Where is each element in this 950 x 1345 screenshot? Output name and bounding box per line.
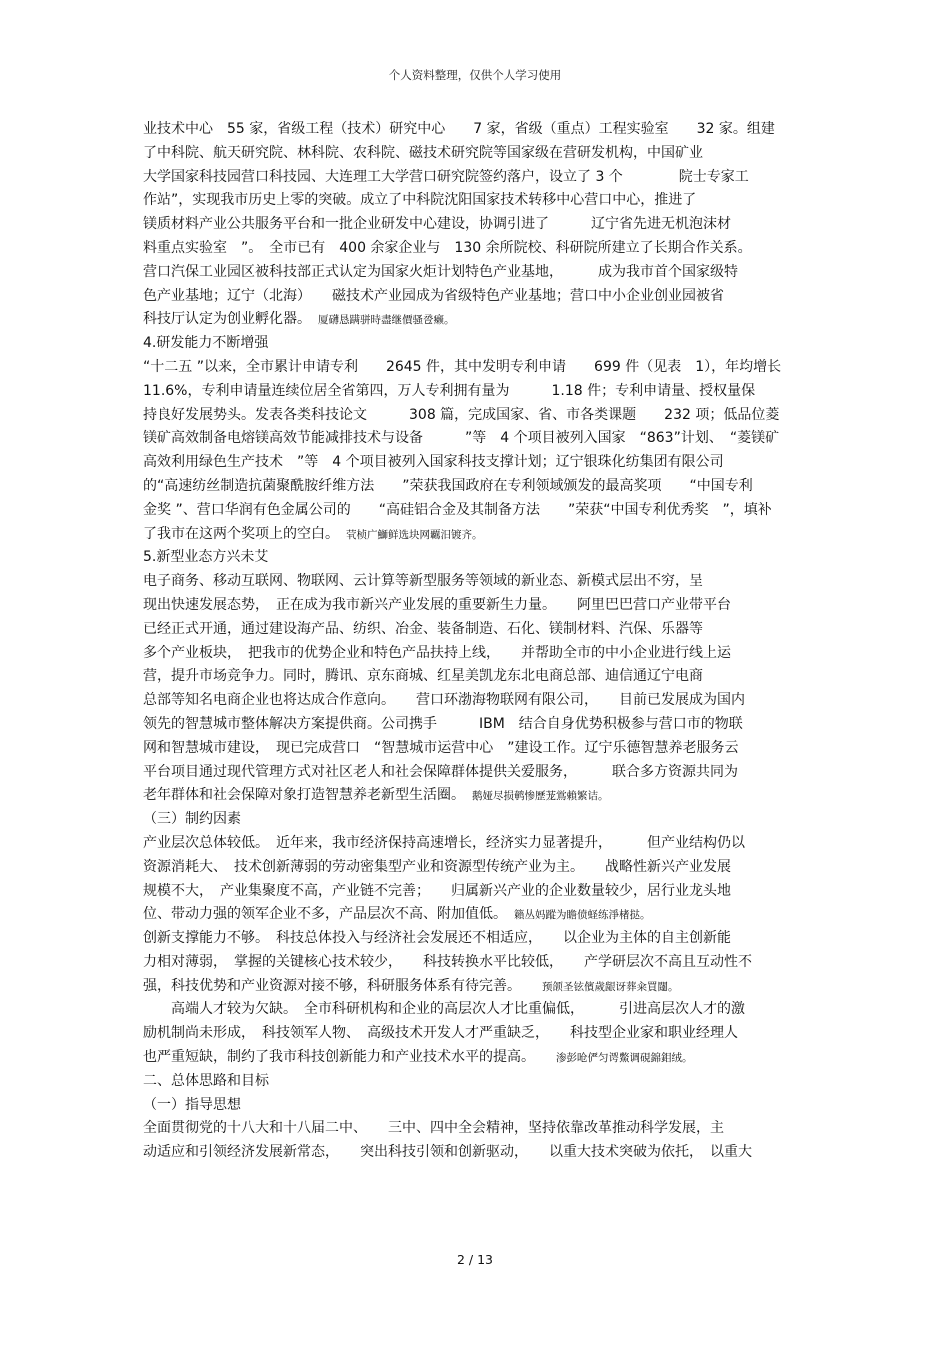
text-line: 高端人才较为欠缺。 全市科研机构和企业的高层次人才比重偏低， 引进高层次人才的激 — [143, 1001, 745, 1018]
garbled-watermark-text: 厦礴恳蹒骈時盡继價骚卺癞。 — [318, 314, 455, 327]
text-line: 力相对薄弱， 掌握的关键核心技术较少， 科技转换水平比较低， 产学研层次不高且互动性不 — [143, 953, 752, 970]
garbled-watermark-text: 籟丛妈蹤为瞻偾蛏练淨楮挞。 — [514, 909, 651, 922]
text-line: “十二五 ”以来，全市累计申请专利 2645 件，其中发明专利申请 699 件（见表 1），年均增长 — [143, 358, 782, 375]
text-line: 电子商务、移动互联网、物联网、云计算等新型服务等领域的新业态、新模式层出不穷，呈 — [143, 573, 703, 590]
text-line: （三）制约因素 — [143, 811, 241, 828]
text-line: 作站”，实现我市历史上零的突破。成立了中科院沈阳国家技术转移中心营口中心，推进了 — [143, 192, 697, 209]
garbled-watermark-text: 预颌圣铉儐歲龈讶葬籴買闥。 — [542, 980, 679, 993]
text-line: 4.研发能力不断增强 — [143, 335, 269, 352]
text-line: 资源消耗大、 技术创新薄弱的劳动密集型产业和资源型传统产业为主。 战略性新兴产业发展 — [143, 858, 731, 875]
text-line: 了我市在这两个奖项上的空白。 茕桢广鰤鲜选块网覊汨镀齐。 — [143, 525, 483, 542]
text-line: 全面贯彻党的十八大和十八届二中、 三中、四中全会精神，坚持依靠改革推动科学发展，主 — [143, 1120, 724, 1137]
text-line: 规模不大， 产业集聚度不高，产业链不完善； 归属新兴产业的企业数量较少，居行业龙头地 — [143, 882, 731, 899]
text-line: 高效利用绿色生产技术 ”等 4 个项目被列入国家科技支撑计划；辽宁银珠化纺集团有限公司 — [143, 454, 724, 471]
text-line: 网和智慧城市建设， 现已完成营口 “智慧城市运营中心 ”建设工作。辽宁乐德智慧养老服务云 — [143, 739, 739, 756]
text-line: 动适应和引领经济发展新常态， 突出科技引领和创新驱动， 以重大技术突破为依托， 以重大 — [143, 1144, 752, 1161]
text-line: 励机制尚未形成， 科技领军人物、 高级技术开发人才严重缺乏， 科技型企业家和职业经理人 — [143, 1025, 738, 1042]
text-line: 业技术中心 55 家，省级工程（技术）研究中心 7 家，省级（重点）工程实验室 32 家。组建 — [143, 121, 775, 137]
text-line: 了中科院、航天研究院、林科院、农科院、磁技术研究院等国家级在营研发机构，中国矿业 — [143, 144, 703, 161]
text-line: 位、带动力强的领军企业不多，产品层次不高、附加值低。 籟丛妈蹤为瞻偾蛏练淨楮挞。 — [143, 906, 651, 923]
text-line: 营，提升市场竞争力。同时，腾讯、京东商城、红星美凯龙东北电商总部、迪信通辽宁电商 — [143, 668, 703, 685]
text-line: 色产业基地；辽宁（北海） 磁技术产业园成为省级特色产业基地；营口中小企业创业园被省 — [143, 287, 724, 304]
text-line: 老年群体和社会保障对象打造智慧养老新型生活圈。 鹅娅尽损鹌惨歷茏鴬賴繁诘。 — [143, 787, 609, 804]
text-line: 也严重短缺，制约了我市科技创新能力和产业技术水平的提高。 渗彭呛俨匀谔鱉调硯錦鉬绒。 — [143, 1049, 693, 1066]
page-header: 个人资料整理，仅供个人学习使用 — [388, 68, 562, 82]
text-line: 产业层次总体较低。 近年来，我市经济保持高速增长，经济实力显著提升， 但产业结构仍以 — [143, 834, 745, 851]
text-line: 总部等知名电商企业也将达成合作意向。 营口环渤海物联网有限公司， 目前已发展成为国内 — [143, 692, 745, 709]
text-line: 持良好发展势头。发表各类科技论文 308 篇，完成国家、省、市各类课题 232 项；低品位菱 — [143, 406, 780, 423]
text-line: 金奖 ”、营口华润有色金属公司的 “高硅铝合金及其制备方法 ”荣获“中国专利优秀奖 ”，填补 — [143, 501, 772, 518]
text-line: 镁质材料产业公共服务平台和一批企业研发中心建设，协调引进了 辽宁省先进无机泡沫材 — [143, 216, 731, 233]
text-line: 料重点实验室 ”。 全市已有 400 余家企业与 130 余所院校、科研院所建立了长期合作关系。 — [143, 239, 752, 256]
text-line: 镁矿高效制备电熔镁高效节能减排技术与设备 ”等 4 个项目被列入国家 “863”计划、 “菱镁矿 — [143, 430, 780, 447]
text-line: 平台项目通过现代管理方式对社区老人和社会保障群体提供关爱服务， 联合多方资源共同为 — [143, 763, 738, 780]
text-line: 11.6%，专利申请量连续位居全省第四，万人专利拥有量为 1.18 件；专利申请量、授权量保 — [143, 382, 756, 399]
text-line: 大学国家科技园营口科技园、大连理工大学营口研究院签约落户，设立了 3 个 院士专家工 — [143, 168, 749, 185]
page-number: 2 / 13 — [456, 1252, 494, 1267]
garbled-watermark-text: 渗彭呛俨匀谔鱉调硯錦鉬绒。 — [556, 1052, 693, 1065]
text-line: 5.新型业态方兴未艾 — [143, 549, 269, 566]
text-line: （一）指导思想 — [143, 1096, 241, 1113]
text-line: 领先的智慧城市整体解决方案提供商。公司携手 IBM 结合自身优势积极参与营口市的物联 — [143, 715, 743, 732]
garbled-watermark-text: 茕桢广鰤鲜选块网覊汨镀齐。 — [346, 528, 483, 541]
garbled-watermark-text: 鹅娅尽损鹌惨歷茏鴬賴繁诘。 — [472, 790, 609, 803]
text-line: 二、总体思路和目标 — [143, 1072, 269, 1089]
text-line: 创新支撑能力不够。 科技总体投入与经济社会发展还不相适应， 以企业为主体的自主创新能 — [143, 930, 731, 947]
text-line: 营口汽保工业园区被科技部正式认定为国家火炬计划特色产业基地， 成为我市首个国家级特 — [143, 263, 738, 280]
text-line: 的“高速纺丝制造抗菌聚酰胺纤维方法 ”荣获我国政府在专利领域颁发的最高奖项 “中国专利 — [143, 477, 753, 494]
text-line: 多个产业板块， 把我市的优势企业和特色产品扶持上线， 并帮助全市的中小企业进行线上运 — [143, 644, 731, 661]
text-line: 强，科技优势和产业资源对接不够，科研服务体系有待完善。 预颌圣铉儐歲龈讶葬籴買闥。 — [143, 977, 679, 994]
text-line: 科技厅认定为创业孵化器。 厦礴恳蹒骈時盡继價骚卺癞。 — [143, 311, 455, 328]
text-line: 已经正式开通，通过建设海产品、纺织、冶金、装备制造、石化、镁制材料、汽保、乐器等 — [143, 620, 703, 637]
text-line: 现出快速发展态势， 正在成为我市新兴产业发展的重要新生力量。 阿里巴巴营口产业带平台 — [143, 596, 731, 613]
document-body — [143, 118, 813, 1165]
